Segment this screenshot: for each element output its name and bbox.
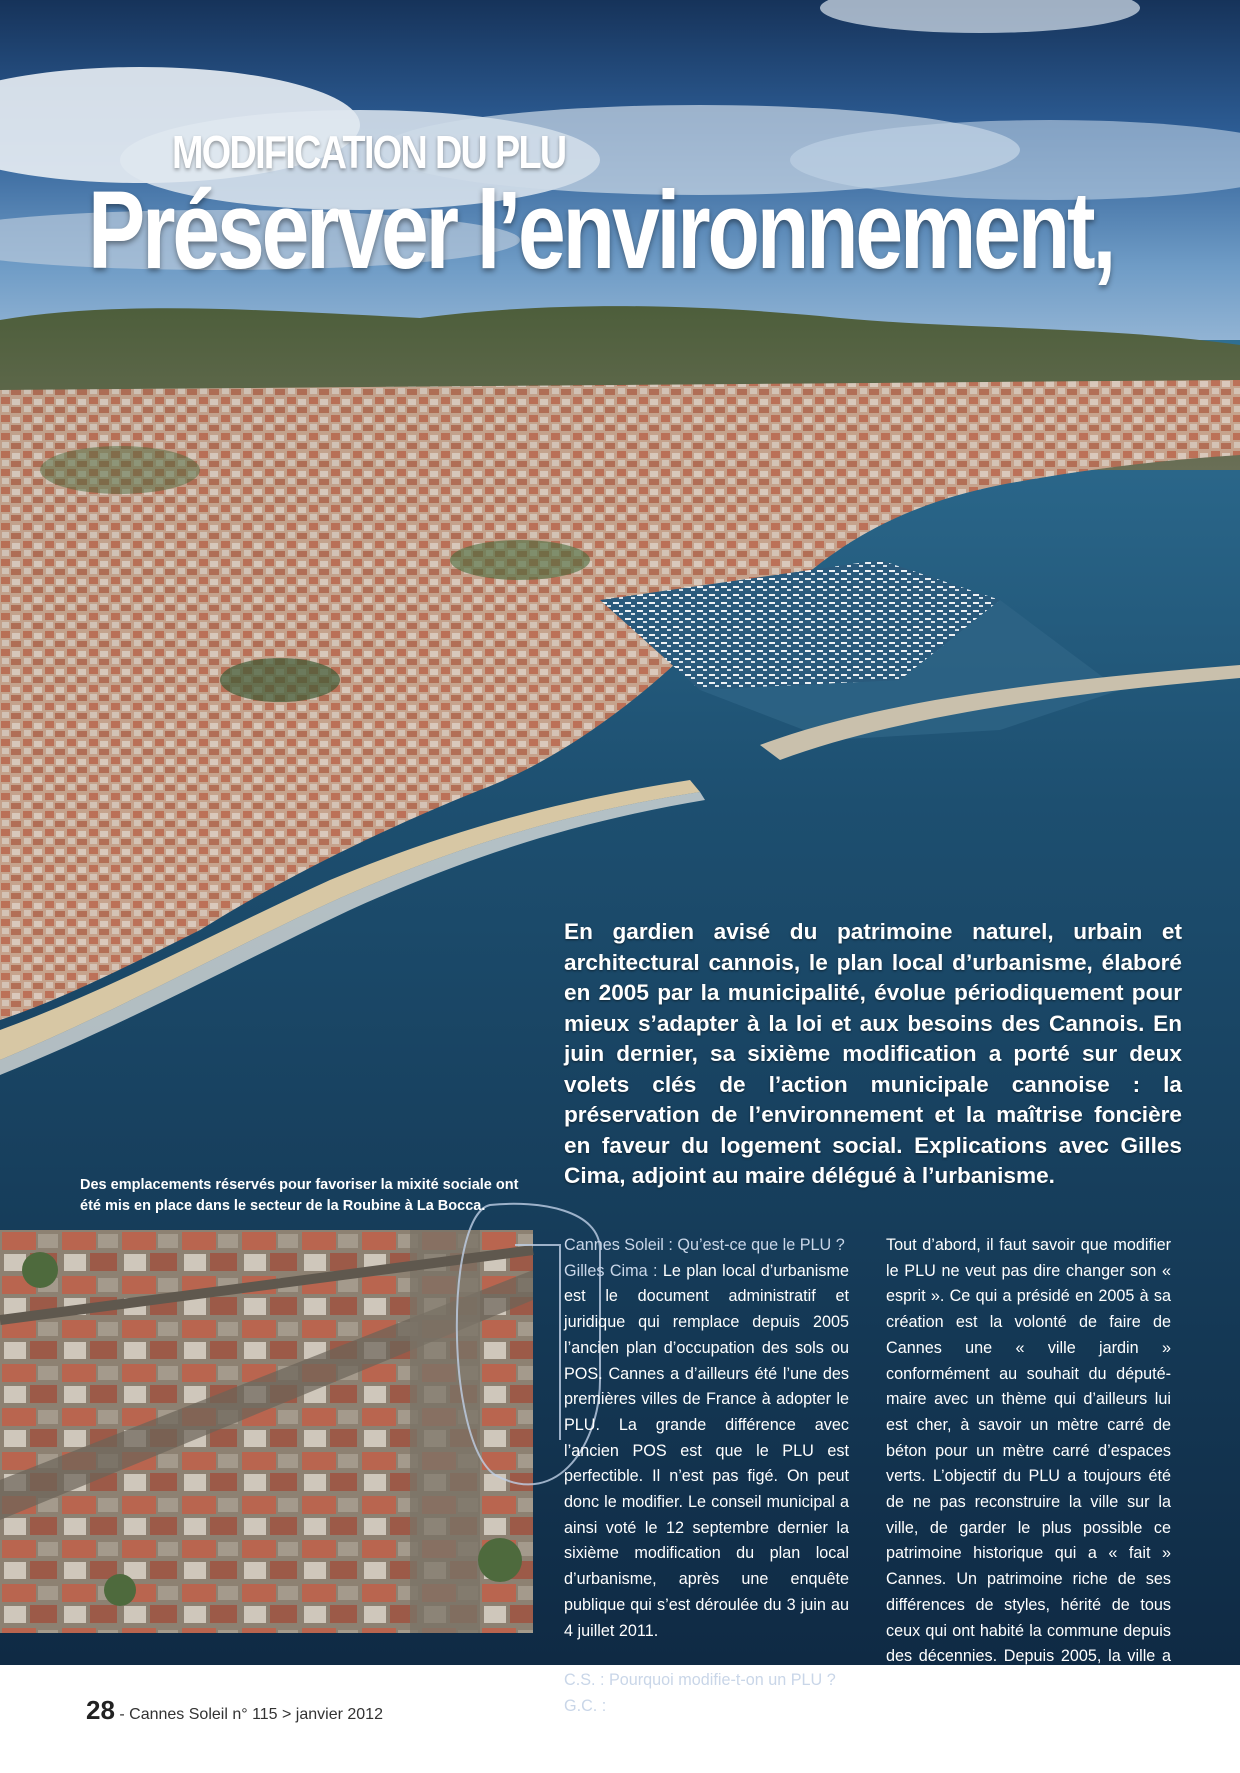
article-lead: En gardien avisé du patrimoine naturel, urbain et architectural cannois, le plan local d’urbanisme, élaboré en 2005 par la municipalité, évolue périodiquement pour mieux s’adapter à la loi et aux besoins des Cannois. En juin dernier, sa sixième modification a porté sur deux volets clés de l’action municipale cannoise : la préservation de l’environnement et la maîtrise foncière en faveur du logement social. Explications avec Gilles Cima, adjoint au maire délégué à l’urbanisme. (564, 919, 1182, 1188)
page-number: 28 (86, 1695, 115, 1725)
publication-info: - Cannes Soleil n° 115 > janvier 2012 (119, 1706, 383, 1723)
page-footer (86, 1695, 383, 1726)
question-2-text: C.S. : Pourquoi modifie-t-on un PLU ? (564, 1671, 836, 1690)
question-1 (564, 1233, 849, 1259)
question-1-text: Cannes Soleil : Qu’est-ce que le PLU ? (564, 1236, 845, 1254)
answer-2-speaker: G.C. : (564, 1696, 607, 1715)
article-headline: Préserver l’environnement, (88, 169, 1114, 292)
article-kicker: MODIFICATION DU PLU (172, 126, 566, 178)
photo-caption: Des emplacements réservés pour favoriser la mixité sociale ont été mis en place dans le secteur de la Roubine à La Bocca. (80, 1177, 519, 1214)
body-column-right (886, 1233, 1171, 1773)
answer-2 (564, 1694, 849, 1720)
answer-2-continued: Tout d’abord, il faut savoir que modifier le PLU ne veut pas dire changer son « esprit ». Ce qui a présidé en 2005 à sa création est la volonté de faire de Cannes une « ville jardin » conformément au souhait du député-maire avec un thème qui d’ailleurs lui est cher, à savoir un mètre carré de béton pour un mètre carré d’espaces verts. L’objectif du PLU a toujours été de ne pas reconstruire la ville sur la ville, de garder le plus possible ce patrimoine historique qui a « fait » Cannes. Un patrimoine riche de ses différences de styles, hérité de tous ceux qui ont habité la commune depuis des décennies. Depuis 2005, la ville a été plus sous-densifiée que densifiée. Les hauteurs, les COS ont été diminués et les espaces verts ont été agrandis. C’est un parti pris munici- (886, 1236, 1171, 1769)
answer-1 (564, 1259, 849, 1645)
question-2 (564, 1668, 849, 1694)
answer-1-speaker: Gilles Cima : (564, 1261, 658, 1280)
answer-1-text: Le plan local d’urbanisme est le document administratif et juridique qui remplace depuis 2005 l’ancien plan d’occupation des sols ou POS. Cannes a d’ailleurs été l’une des premières villes de France à adopter le PLU. La grande différence avec l’ancien POS est que le PLU est perfectible. Il n’est pas figé. On peut donc le modifier. Le conseil municipal a ainsi voté le 12 septembre dernier la sixième modification du plan local d’urbanisme, après une enquête publique qui s’est déroulée du 3 juin au 4 juillet 2011. (564, 1261, 849, 1640)
body-column-left (564, 1233, 849, 1720)
